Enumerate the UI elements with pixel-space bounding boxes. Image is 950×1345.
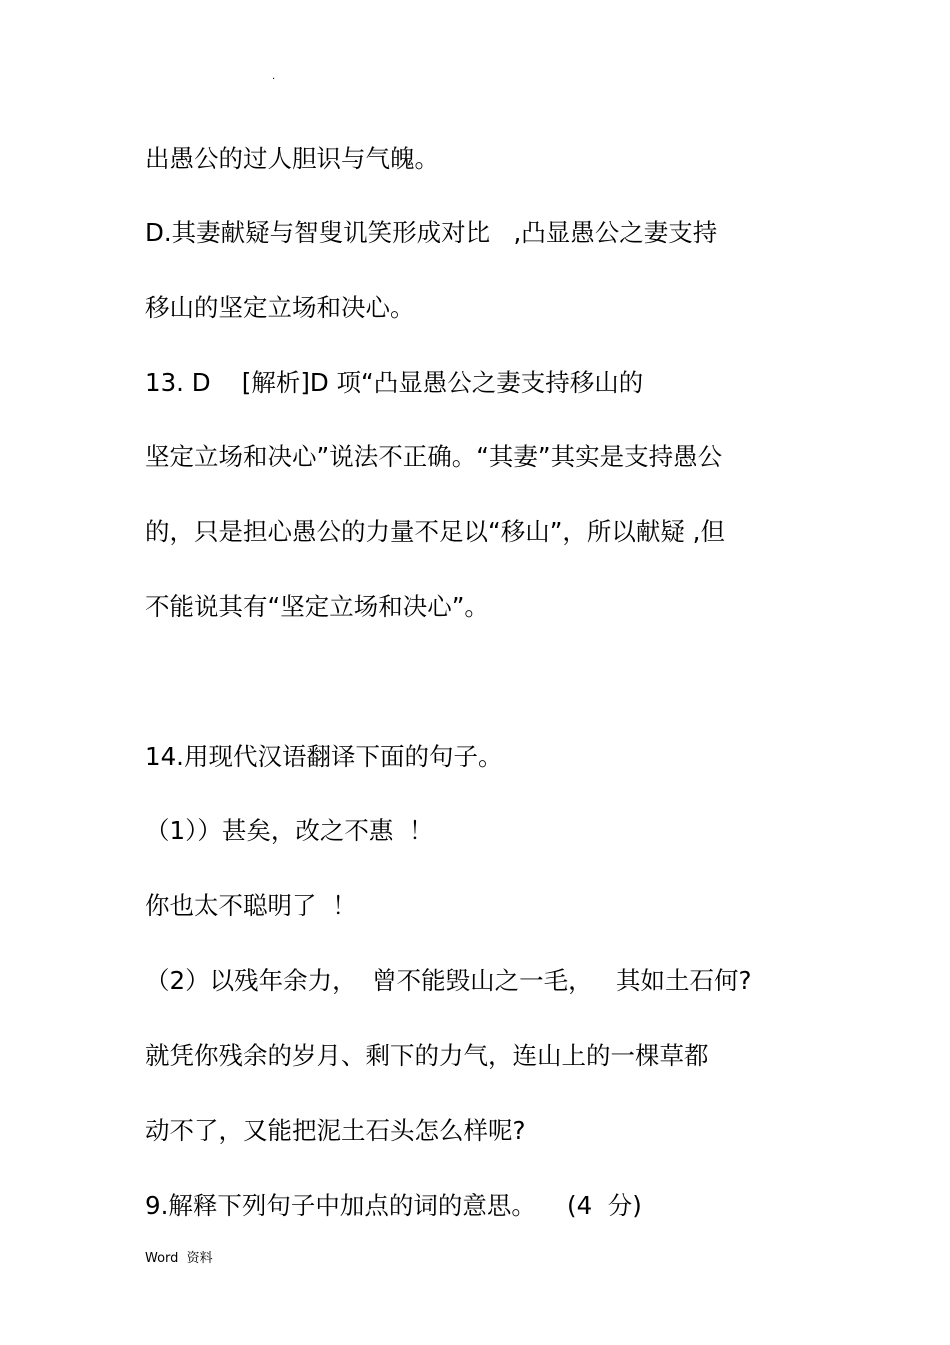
question-heading: 9.解释下列句子中加点的词的意思。 (4 分) — [145, 1191, 642, 1220]
text-line: 出愚公的过人胆识与气魄。 — [145, 144, 439, 173]
text-line: 不能说其有“坚定立场和决心”。 — [145, 592, 489, 621]
text-line: 动不了，又能把泥土石头怎么样呢? — [145, 1116, 526, 1145]
page-footer: Word 资料 — [145, 1251, 213, 1266]
text-line: 就凭你残余的岁月、剩下的力气，连山上的一棵草都 — [145, 1041, 709, 1070]
text-line: （1））甚矣，改之不惠 ！ — [145, 816, 434, 845]
text-line: D.其妻献疑与智叟讥笑形成对比 ,凸显愚公之妻支持 — [145, 218, 718, 247]
text-line: 的，只是担心愚公的力量不足以“移山”，所以献疑 ,但 — [145, 517, 725, 546]
text-line: 移山的坚定立场和决心。 — [145, 293, 415, 322]
text-line: 坚定立场和决心”说法不正确。“其妻”其实是支持愚公 — [145, 442, 723, 471]
question-heading: 14.用现代汉语翻译下面的句子。 — [145, 742, 503, 771]
text-line: （2）以残年余力， 曾不能毁山之一毛， 其如土石何? — [145, 966, 752, 995]
text-line: 你也太不聪明了 ！ — [145, 891, 357, 920]
answer-line: 13. D [解析]D 项“凸显愚公之妻支持移山的 — [145, 368, 644, 397]
header-mark: . — [272, 71, 276, 82]
